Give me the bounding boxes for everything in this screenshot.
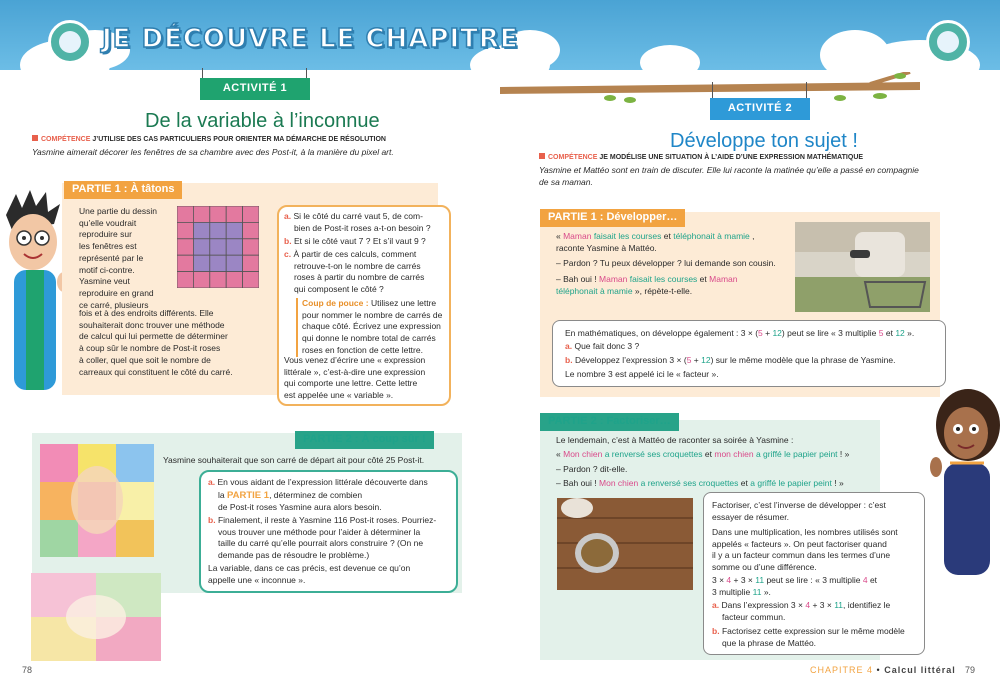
activity-2-intro: Yasmine et Mattéo sont en train de discuter. Elle lui raconte la matinée qu’elle a passé en compagnie de sa maman. (539, 165, 919, 187)
post-it-wall-photo (40, 444, 154, 557)
pink-cell (177, 272, 193, 288)
factor-definition: Factoriser, c’est l’inverse de développer : c’est essayer de résumer. (712, 500, 886, 522)
pink-cell (177, 222, 193, 238)
pink-cell (226, 206, 242, 222)
chapter-badge-icon (48, 20, 92, 64)
cloud-decoration (640, 45, 700, 70)
activity-1-tag: ACTIVITÉ 1 (200, 78, 310, 100)
tag-string (712, 82, 713, 98)
factor-intro: Le lendemain, c’est à Mattéo de raconter sa soirée à Yasmine : (556, 435, 794, 445)
activity-2-title: Développe ton sujet ! (670, 130, 858, 152)
character-boy-illustration (0, 190, 70, 390)
partie-2-intro: Yasmine souhaiterait que son carré de départ ait pour côté 25 Post-it. (163, 455, 425, 465)
dog-bowl-photo (557, 498, 693, 590)
question-2a: a. En vous aidant de l’expression littérale découverte dans la PARTIE 1, déterminez de combien de Post-it roses Yasmine aura alors besoin. (208, 477, 428, 512)
purple-cell (210, 239, 226, 255)
tag-string (806, 82, 807, 98)
purple-cell (210, 222, 226, 238)
pink-cell (210, 206, 226, 222)
shopping-phone-photo (795, 222, 930, 312)
pink-cell (243, 272, 259, 288)
question-1c: c. À partir de ces calculs, comment retrouve-t-on le nombre de carrés roses à partir du nombre de carrés qui composent le côté ? (284, 249, 425, 295)
pink-cell (210, 272, 226, 288)
question-factor-a: a. Dans l’expression 3 × 4 + 3 × 11, identifiez le facteur commun. (712, 600, 891, 622)
facteur-note: Le nombre 3 est appelé ici le « facteur ». (565, 369, 719, 379)
question-1a: a. Si le côté du carré vaut 5, de com- bien de Post-it roses a-t-on besoin ? (284, 211, 431, 233)
pink-cell (243, 239, 259, 255)
purple-cell (210, 255, 226, 271)
question-2b: b. Finalement, il reste à Yasmine 116 Post-it roses. Pourriez- vous trouver une méthode pour l’aider à déterminer la taille du carré qu’elle pourrait alors construire ? (On ne demande pas de résoudre le problème.) (208, 515, 437, 561)
page-number-left: 78 (22, 665, 33, 675)
factor-explanation: Dans une multiplication, les nombres utilisés sont appelés « facteurs ». On peut factoriser quand il y a un facteur commun dans les termes d’une somme ou d’une différence. (712, 527, 898, 573)
partie-1-tag: PARTIE 1 : À tâtons (64, 181, 182, 199)
coup-de-pouce-hint: Coup de pouce : Utilisez une lettre pour nommer le nombre de carrés de chaque côté. Écrivez une expression qui donne le nombre total de carrés roses en fonction de cette lettre. (296, 298, 448, 357)
purple-cell (193, 222, 209, 238)
activity-1-title: De la variable à l’inconnue (145, 110, 380, 132)
partie-1-conclusion: Vous venez d’écrire une « expression littérale », c’est-à-dire une expression qui comporte une lettre. Cette lettre est appelée une « variable ». (284, 355, 426, 401)
activity-1-intro: Yasmine aimerait décorer les fenêtres de sa chambre avec des Post-it, à la manière du pixel art. (32, 147, 394, 157)
dialogue-matteo: « Mon chien a renversé ses croquettes et mon chien a griffé le papier peint ! » – Pardon ? dit-elle. – Bah oui ! Mon chien a renversé ses croquettes et a griffé le papier peint ! » (556, 449, 850, 489)
partie-2-factor-tag: PARTIE 2 : Factoriser… (540, 413, 679, 431)
pink-cell (243, 255, 259, 271)
question-develop-a: a. Que fait donc 3 ? (565, 341, 640, 351)
pink-cell (243, 206, 259, 222)
partie-1-develop-tag: PARTIE 1 : Développer… (540, 209, 685, 227)
post-it-window-photo (31, 573, 161, 661)
pink-cell (177, 206, 193, 222)
develop-explanation: En mathématiques, on développe également : 3 × (5 + 12) peut se lire « 3 multiplie 5 et 12 ». (565, 328, 915, 338)
pink-cell (177, 239, 193, 255)
partie-1-narrow-text: Une partie du dessin qu’elle voudrait reproduire sur les fenêtres est représenté par le motif ci-contre. Yasmine veut reproduire en grand ce carré, plusieurs (79, 206, 157, 310)
partie-2-tag: PARTIE 2 : À coup sûr ! (295, 431, 434, 449)
purple-cell (193, 255, 209, 271)
activity-2-tag: ACTIVITÉ 2 (710, 98, 810, 120)
chapter-badge-icon (926, 20, 970, 64)
question-1b: b. Et si le côté vaut 7 ? Et s’il vaut 9 ? (284, 236, 426, 246)
purple-cell (226, 255, 242, 271)
purple-cell (193, 239, 209, 255)
competence-line: COMPÉTENCE J’UTILISE DES CAS PARTICULIERS POUR ORIENTER MA DÉMARCHE DE RÉSOLUTION (32, 135, 386, 145)
competence-line: COMPÉTENCE JE MODÉLISE UNE SITUATION À L’AIDE D’UNE EXPRESSION MATHÉMATIQUE (539, 153, 863, 163)
question-factor-b: b. Factorisez cette expression sur le même modèle que la phrase de Mattéo. (712, 626, 905, 648)
purple-cell (226, 222, 242, 238)
pink-cell (193, 272, 209, 288)
dialogue-yasmine: « Maman faisait les courses et téléphonait à mamie , raconte Yasmine à Mattéo. – Pardon ? Tu peux développer ? lui demande son cousin. – Bah oui ! Maman faisait les courses et Maman téléphonait à mamie », répète-t-elle. (556, 231, 776, 296)
factor-example: 3 × 4 + 3 × 11 peut se lire : « 3 multiplie 4 et 3 multiplie 11 ». (712, 575, 878, 597)
pink-cell (177, 255, 193, 271)
partie-1-wide-text: fois et à des endroits différents. Elle souhaiterait donc trouver une méthode de calcul qui lui permette de déterminer à coup sûr le nombre de Post-it roses à coller, quel que soit le nombre de carreaux qui constituent le côté du carré. (79, 308, 233, 377)
pink-cell (243, 222, 259, 238)
character-girl-illustration (930, 385, 1000, 575)
pixel-art-grid (177, 206, 259, 288)
question-develop-b: b. Développez l’expression 3 × (5 + 12) sur le même modèle que la phrase de Yasmine. (565, 355, 896, 365)
purple-cell (226, 239, 242, 255)
chapter-footer: CHAPITRE 4 • Calcul littéral (810, 665, 956, 675)
pink-cell (226, 272, 242, 288)
chapter-title: JE DÉCOUVRE LE CHAPITRE (102, 24, 519, 54)
pink-cell (193, 206, 209, 222)
page-number-right: 79 (965, 665, 976, 675)
partie-2-conclusion: La variable, dans ce cas précis, est devenue ce qu’on appelle une « inconnue ». (208, 563, 411, 585)
